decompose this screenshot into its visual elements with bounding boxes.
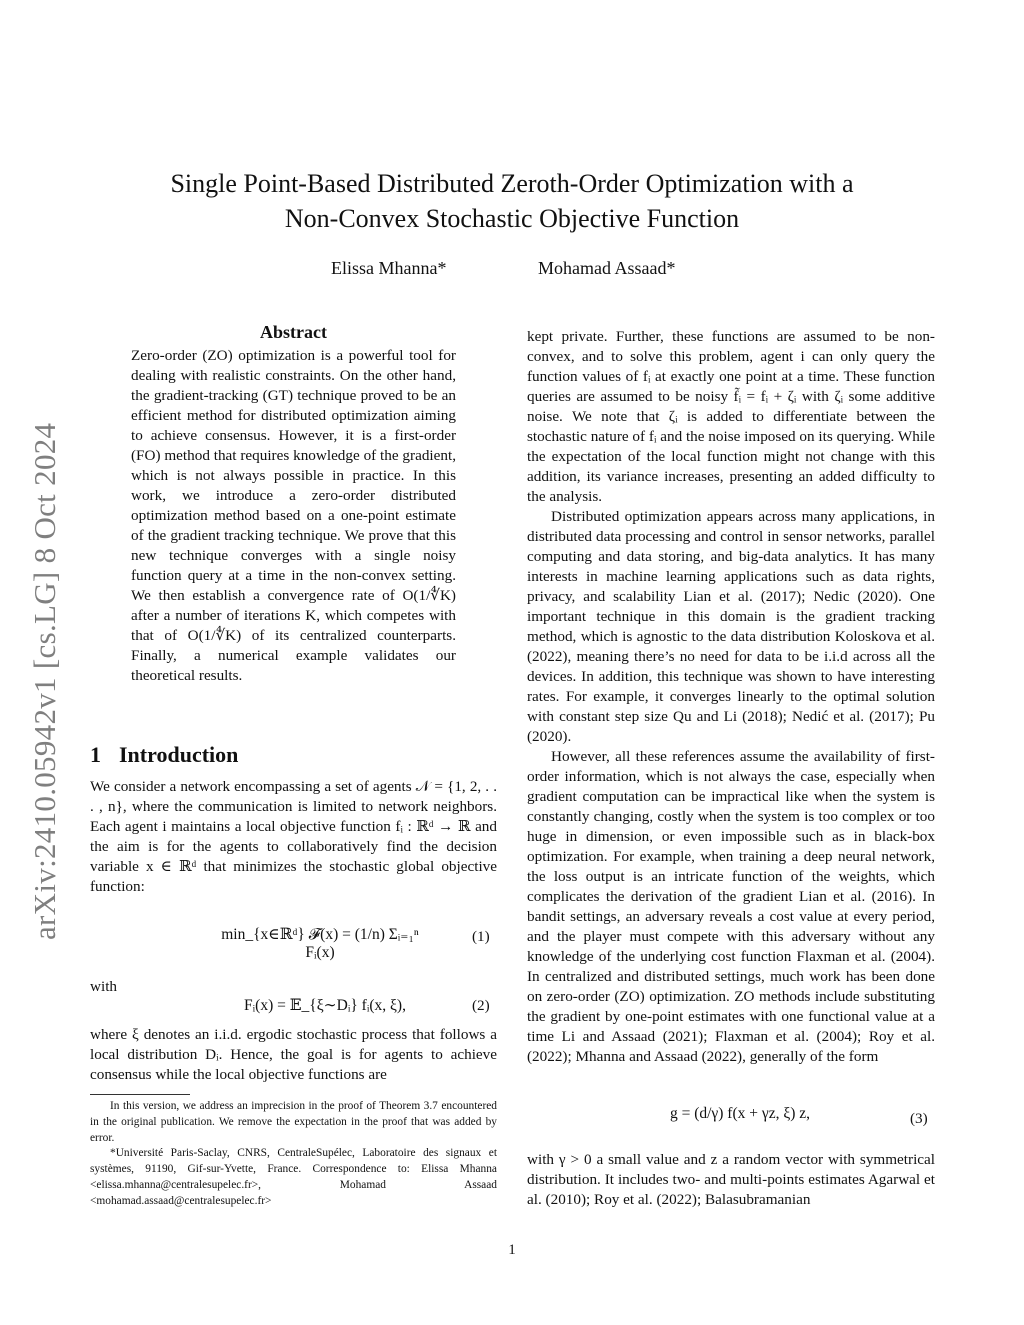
right-paragraph-3: However, all these references assume the availability of first-order information, which is not always the case, especially when gradient computation can be impractical like when the system is constantly changing, costly when the system is too complex or too huge in dimension, or even impossible such as in black-box optimization. For example, when training a deep neural network, the loss output is an intricate function of the weights, which complicates the derivation of the gradient Lian et al. (2016). In bandit settings, an adversary reveals a cost value at every period, and the player must compete with this adversary without any knowledge of the underlying cost function Flaxman et al. (2004). In centralized and distributed settings, much work has been done on zero-order (ZO) optimization. ZO methods include substituting the gradient by one-point estimates with one functional value at a time Li and Assaad (2021); Flaxman et al. (2004); Roy et al. (2022); Mhanna and Assaad (2022), generally of the form — [527, 748, 935, 1065]
intro-paragraph-2: where ξ denotes an i.i.d. ergodic stochastic process that follows a local distribution Dᵢ. Hence, the goal is for agents to achieve consensus while the local objective functions are — [90, 1026, 497, 1083]
section-number: 1 — [90, 742, 101, 767]
footnote-1: In this version, we address an imprecision in the proof of Theorem 3.7 encountered in the original publication. We remove the expectation in the proof that was added by error. — [90, 1100, 497, 1144]
footnote-2: *Université Paris-Saclay, CNRS, CentraleSupélec, Laboratoire des signaux et systèmes, 91190, Gif-sur-Yvette, France. Correspondence to: Elissa Mhanna <elissa.mhanna@centralesupelec.fr>, Mohamad Assaad <mohamad.assaad@centralesupelec.fr> — [90, 1147, 497, 1207]
equation-2: Fᵢ(x) = 𝔼_{ξ∼Dᵢ} fᵢ(x, ξ), — [244, 997, 406, 1014]
section-heading — [90, 742, 238, 768]
arxiv-stamp: arXiv:2410.05942v1 [cs.LG] 8 Oct 2024 — [27, 422, 62, 940]
equation-3-number: (3) — [910, 1110, 928, 1127]
with-label: with — [90, 978, 118, 995]
abstract-heading: Abstract — [260, 322, 327, 342]
page-number: 1 — [508, 1242, 516, 1258]
section-title: Introduction — [119, 742, 239, 767]
right-paragraph-1: kept private. Further, these functions are assumed to be non-convex, and to solve this problem, agent i can only query the function values of fᵢ at exactly one point at a time. These function queries are assumed to be noisy f̃ᵢ = fᵢ + ζᵢ with ζᵢ some additive noise. We note that ζᵢ is added to differentiate between the stochastic nature of fᵢ and the noise imposed on its querying. While the expectation of the local function might not change with this addition, its variance increases, presenting an added difficulty to the analysis. — [527, 328, 935, 505]
equation-1-number: (1) — [472, 928, 490, 945]
author-1: Elissa Mhanna* — [331, 258, 447, 278]
intro-paragraph-1: We consider a network encompassing a set of agents 𝒩 = {1, 2, . . . , n}, where the communication is limited to network neighbors. Each agent i maintains a local objective function fᵢ : ℝᵈ → ℝ and the aim is for the agents to collaboratively find the decision variable x ∈ ℝᵈ that minimizes the stochastic global objective function: — [90, 778, 497, 895]
right-paragraph-4: with γ > 0 a small value and z a random vector with symmetrical distribution. It includes two- and multi-points estimates Agarwal et al. (2010); Roy et al. (2022); Balasubramanian — [527, 1151, 935, 1208]
equation-1: min_{x∈ℝᵈ} 𝓕(x) = (1/n) Σᵢ₌₁ⁿ Fᵢ(x) — [221, 926, 419, 961]
footnote-divider — [90, 1094, 190, 1095]
title-line-1: Single Point-Based Distributed Zeroth-Order Optimization with a — [170, 169, 854, 198]
right-column — [527, 327, 935, 1067]
right-paragraph-2: Distributed optimization appears across many applications, in distributed data processing and control in sensor networks, parallel computing and data storing, and big-data analytics. It has many interests in machine learning applications such as data rights, privacy, and scalability Lian et al. (2017); Nedic (2020). One important technique in this domain is the gradient tracking method, which is agnostic to the data distribution Koloskova et al. (2022), meaning there’s no need for data to be i.i.d across all the devices. In addition, this technique was shown to have interesting rates. For example, it converges linearly to the optimal solution with constant step size Qu and Li (2018); Nedić et al. (2017); Pu (2020). — [527, 508, 935, 745]
equation-2-number: (2) — [472, 997, 490, 1014]
paper-title — [100, 166, 924, 236]
abstract-text: Zero-order (ZO) optimization is a powerful tool for dealing with realistic constraints. On the other hand, the gradient-tracking (GT) technique proved to be an efficient method for distributed optimization aiming to achieve consensus. However, it is a first-order (FO) method that requires knowledge of the gradient, which is not always possible in practice. In this work, we introduce a zero-order distributed optimization method based on a one-point estimate of the gradient tracking technique. We prove that this new technique converges with a single noisy function query at a time in the non-convex setting. We then establish a convergence rate of O(1/∜K) after a number of iterations K, which competes with that of O(1/∜K) of its centralized counterparts. Finally, a numerical example validates our theoretical results. — [131, 347, 456, 684]
author-2: Mohamad Assaad* — [538, 258, 676, 278]
title-line-2: Non-Convex Stochastic Objective Function — [284, 204, 740, 233]
equation-3: g = (d/γ) f(x + γz, ξ) z, — [669, 1105, 811, 1122]
